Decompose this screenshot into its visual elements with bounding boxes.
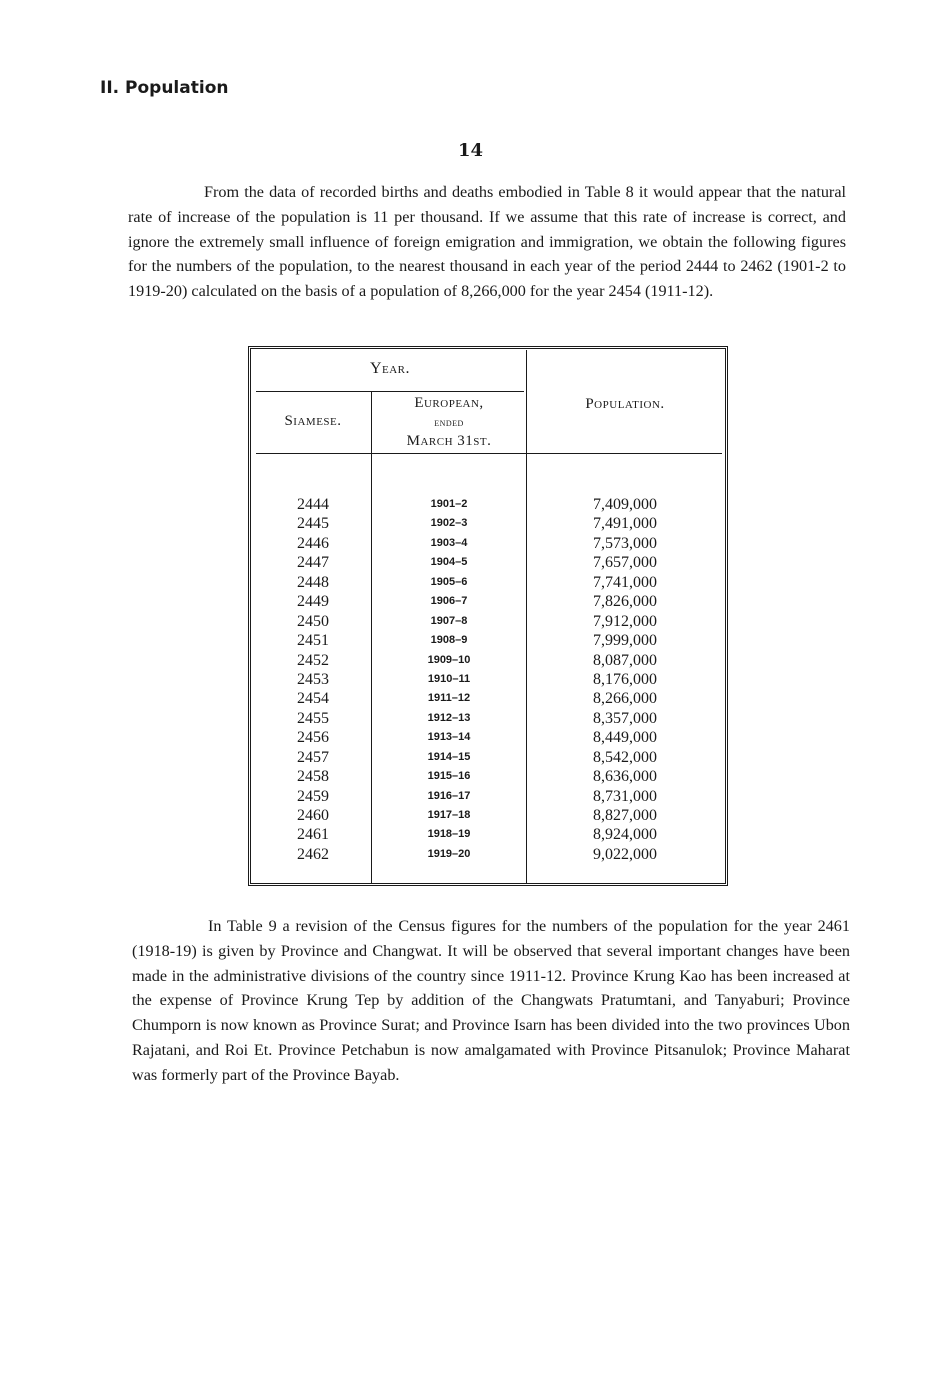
european-year-cell: 1903–4 [430, 536, 468, 549]
european-year-cell: 1913–14 [427, 731, 471, 744]
population-cell: 7,657,000 [593, 554, 657, 572]
population-cell: 8,357,000 [593, 709, 657, 727]
european-year-cell: 1914–15 [427, 750, 471, 763]
european-year-cell: 1908–9 [430, 634, 468, 647]
population-cell: 9,022,000 [593, 845, 657, 863]
european-year-cell: 1902–3 [430, 517, 468, 530]
population-cell: 8,449,000 [593, 729, 657, 747]
european-year-cell: 1909–10 [427, 653, 471, 666]
siamese-year-cell: 2446 [297, 534, 329, 552]
siamese-year-cell: 2459 [297, 787, 329, 805]
european-year-cell: 1905–6 [430, 575, 468, 588]
siamese-year-column [256, 495, 370, 864]
population-column [527, 495, 723, 864]
siamese-year-cell: 2457 [297, 748, 329, 766]
section-title: II. Population [100, 78, 229, 98]
siamese-year-cell: 2448 [297, 573, 329, 591]
population-cell: 7,409,000 [593, 496, 657, 513]
population-cell: 7,912,000 [593, 612, 657, 630]
siamese-year-cell: 2454 [297, 690, 329, 708]
population-cell: 8,827,000 [593, 807, 657, 824]
revision-paragraph: In Table 9 a revision of the Census figures for the numbers of the population for the year 2461 (1918-19) is given by Province and Changwat. It will be observed that several important changes have been made in the administrative divisions of the country since 1911-12. Province Krung Kao has been increased at the expense of Province Krung Tep by addition of the Changwats Pratumtani, and Tanyaburi; Province Chumporn is now known as Province Surat; and Province Isarn has been divided into the two provinces Ubon Rajatani, and Roi Et. Province Petchabun is now amalgamated with Province Pitsanulok; Province Maharat was formerly part of the Province Bayab. [132, 917, 850, 1084]
european-year-cell: 1904–5 [430, 556, 468, 569]
header-european [372, 394, 526, 451]
siamese-year-cell: 2456 [297, 729, 329, 747]
header-siamese: Siamese. [284, 413, 342, 429]
siamese-year-cell: 2447 [297, 554, 329, 572]
intro-paragraph: From the data of recorded births and deaths embodied in Table 8 it would appear that the natural rate of increase of the population is 11 per thousand. If we assume that this rate of increase is correct, and ignore the extremely small influence of foreign emigration and immigration, we obtain the following figures for the numbers of the population, to the nearest thousand in each year of the period 2444 to 2462 (1901-2 to 1919-20) calculated on the basis of a population of 8,266,000 for the year 2454 (1911-12). [128, 183, 846, 301]
siamese-year-cell: 2462 [297, 845, 329, 863]
population-cell: 8,636,000 [593, 768, 657, 786]
siamese-year-cell: 2455 [297, 709, 329, 727]
population-cell: 7,999,000 [593, 632, 657, 650]
header-year: Year. [369, 360, 411, 377]
siamese-year-cell: 2458 [297, 768, 329, 786]
siamese-year-cell: 2461 [297, 826, 329, 844]
siamese-year-cell: 2444 [297, 496, 329, 513]
header-divider [256, 391, 524, 392]
siamese-year-cell: 2450 [297, 612, 329, 630]
european-year-cell: 1918–19 [427, 828, 471, 841]
population-cell: 7,826,000 [593, 593, 657, 611]
european-year-cell: 1901–2 [430, 498, 468, 510]
population-cell: 7,491,000 [593, 515, 657, 533]
population-cell: 8,731,000 [593, 787, 657, 805]
european-year-cell: 1912–13 [427, 711, 471, 724]
european-year-cell: 1917–18 [427, 809, 471, 821]
header-population: Population. [585, 396, 665, 412]
siamese-year-cell: 2449 [297, 593, 329, 611]
population-cell: 8,266,000 [593, 690, 657, 708]
population-cell: 7,741,000 [593, 573, 657, 591]
header-european-line2: ended [434, 415, 464, 429]
population-cell: 8,542,000 [593, 748, 657, 766]
european-year-cell: 1919–20 [427, 847, 471, 860]
page-number: 14 [457, 140, 484, 161]
header-european-line1: European, [414, 395, 484, 411]
european-year-cell: 1911–12 [427, 692, 471, 705]
siamese-year-cell: 2452 [297, 651, 329, 669]
population-cell: 8,087,000 [593, 651, 657, 669]
population-cell: 8,924,000 [593, 826, 657, 844]
population-cell: 7,573,000 [593, 534, 657, 552]
european-year-cell: 1907–8 [430, 614, 468, 627]
siamese-year-cell: 2445 [297, 515, 329, 533]
siamese-year-cell: 2451 [297, 632, 329, 650]
siamese-year-cell: 2460 [297, 807, 329, 824]
european-year-cell: 1915–16 [427, 770, 471, 783]
european-year-cell: 1906–7 [430, 595, 468, 608]
siamese-year-cell: 2453 [297, 670, 329, 688]
european-year-cell: 1916–17 [427, 789, 471, 802]
header-bottom-rule [256, 453, 722, 454]
population-cell: 8,176,000 [593, 670, 657, 688]
european-year-column [372, 495, 526, 864]
header-european-line3: March 31st. [406, 433, 492, 449]
european-year-cell: 1910–11 [427, 672, 471, 685]
